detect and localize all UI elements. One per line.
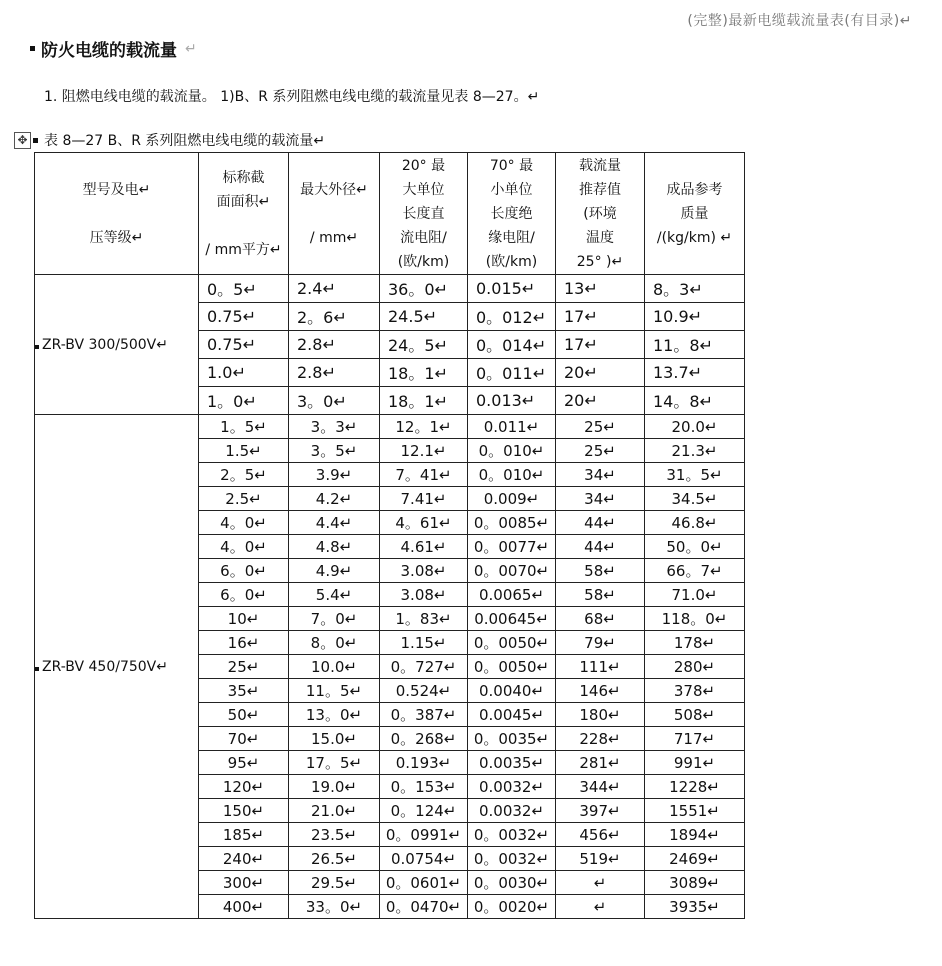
cell-outer-diameter: 2.8↵ bbox=[289, 331, 380, 359]
cell-insulation-resistance: 0。012↵ bbox=[468, 303, 556, 331]
heading-text: 防火电缆的载流量 bbox=[41, 41, 177, 61]
cell-current-capacity: 58↵ bbox=[556, 583, 645, 607]
table-row bbox=[35, 275, 745, 303]
cell-insulation-resistance: 0。0070↵ bbox=[468, 559, 556, 583]
cell-weight: 66。7↵ bbox=[645, 559, 745, 583]
cable-current-table bbox=[34, 152, 745, 919]
cell-outer-diameter: 11。5↵ bbox=[289, 679, 380, 703]
cell-insulation-resistance: 0。0050↵ bbox=[468, 655, 556, 679]
cell-outer-diameter: 29.5↵ bbox=[289, 871, 380, 895]
paragraph-return-icon: ↵ bbox=[185, 40, 197, 57]
cell-insulation-resistance: 0.0035↵ bbox=[468, 751, 556, 775]
cell-outer-diameter: 3。3↵ bbox=[289, 415, 380, 439]
header-dc-resistance: 20° 最 大单位 长度直 流电阻/ (欧/km) bbox=[380, 153, 468, 275]
header-cross-section: 标称截 面面积↵ / mm平方↵ bbox=[199, 153, 289, 275]
header-outer-diameter: 最大外径↵ / mm↵ bbox=[289, 153, 380, 275]
cell-outer-diameter: 8。0↵ bbox=[289, 631, 380, 655]
cell-current-capacity: 180↵ bbox=[556, 703, 645, 727]
cell-outer-diameter: 3。0↵ bbox=[289, 387, 380, 415]
cell-outer-diameter: 7。0↵ bbox=[289, 607, 380, 631]
cell-outer-diameter: 4.2↵ bbox=[289, 487, 380, 511]
cell-insulation-resistance: 0。0032↵ bbox=[468, 847, 556, 871]
cell-dc-resistance: 0.193↵ bbox=[380, 751, 468, 775]
page-header: (完整)最新电缆载流量表(有目录)↵ bbox=[687, 13, 912, 29]
cell-cross-section: 1.5↵ bbox=[199, 439, 289, 463]
cell-dc-resistance: 0。0991↵ bbox=[380, 823, 468, 847]
cell-cross-section: 400↵ bbox=[199, 895, 289, 919]
cell-insulation-resistance: 0。010↵ bbox=[468, 463, 556, 487]
cell-model bbox=[35, 415, 199, 919]
cell-insulation-resistance: 0.009↵ bbox=[468, 487, 556, 511]
cell-current-capacity: 17↵ bbox=[556, 331, 645, 359]
intro-paragraph: 1. 阻燃电线电缆的载流量。 1)B、R 系列阻燃电线电缆的载流量见表 8—27。↵ bbox=[44, 89, 540, 105]
cell-insulation-resistance: 0。014↵ bbox=[468, 331, 556, 359]
cell-weight: 991↵ bbox=[645, 751, 745, 775]
cell-cross-section: 35↵ bbox=[199, 679, 289, 703]
cell-weight: 3089↵ bbox=[645, 871, 745, 895]
cell-weight: 10.9↵ bbox=[645, 303, 745, 331]
cell-current-capacity: 20↵ bbox=[556, 387, 645, 415]
cell-cross-section: 6。0↵ bbox=[199, 559, 289, 583]
cell-insulation-resistance: 0.013↵ bbox=[468, 387, 556, 415]
table-row bbox=[35, 415, 745, 439]
bullet-icon bbox=[33, 138, 38, 143]
cell-cross-section: 300↵ bbox=[199, 871, 289, 895]
cell-dc-resistance: 7.41↵ bbox=[380, 487, 468, 511]
cell-current-capacity: 146↵ bbox=[556, 679, 645, 703]
cell-weight: 3935↵ bbox=[645, 895, 745, 919]
model-label: ZR-BV 450/750V↵ bbox=[42, 658, 168, 675]
cell-weight: 508↵ bbox=[645, 703, 745, 727]
cell-dc-resistance: 0.0754↵ bbox=[380, 847, 468, 871]
cell-outer-diameter: 4.4↵ bbox=[289, 511, 380, 535]
cell-weight: 2469↵ bbox=[645, 847, 745, 871]
cell-insulation-resistance: 0。0032↵ bbox=[468, 823, 556, 847]
cell-outer-diameter: 2。6↵ bbox=[289, 303, 380, 331]
cell-dc-resistance: 0。0601↵ bbox=[380, 871, 468, 895]
cell-outer-diameter: 17。5↵ bbox=[289, 751, 380, 775]
cell-cross-section: 0。5↵ bbox=[199, 275, 289, 303]
cell-outer-diameter: 4.9↵ bbox=[289, 559, 380, 583]
header-model: 型号及电↵ 压等级↵ bbox=[35, 153, 199, 275]
model-label: ZR-BV 300/500V↵ bbox=[42, 336, 168, 353]
cell-cross-section: 185↵ bbox=[199, 823, 289, 847]
cell-insulation-resistance: 0。010↵ bbox=[468, 439, 556, 463]
cell-weight: 178↵ bbox=[645, 631, 745, 655]
cell-model bbox=[35, 275, 199, 415]
cell-dc-resistance: 0。268↵ bbox=[380, 727, 468, 751]
cell-cross-section: 50↵ bbox=[199, 703, 289, 727]
cell-weight: 20.0↵ bbox=[645, 415, 745, 439]
cell-dc-resistance: 36。0↵ bbox=[380, 275, 468, 303]
cell-current-capacity: 44↵ bbox=[556, 511, 645, 535]
cell-current-capacity: 456↵ bbox=[556, 823, 645, 847]
cell-dc-resistance: 0。387↵ bbox=[380, 703, 468, 727]
cell-current-capacity: 25↵ bbox=[556, 415, 645, 439]
cell-insulation-resistance: 0.0065↵ bbox=[468, 583, 556, 607]
table-move-handle-icon[interactable]: ✥ bbox=[14, 132, 31, 149]
cell-cross-section: 16↵ bbox=[199, 631, 289, 655]
cell-weight: 71.0↵ bbox=[645, 583, 745, 607]
cell-outer-diameter: 19.0↵ bbox=[289, 775, 380, 799]
cell-dc-resistance: 0。0470↵ bbox=[380, 895, 468, 919]
cell-cross-section: 10↵ bbox=[199, 607, 289, 631]
cell-cross-section: 0.75↵ bbox=[199, 331, 289, 359]
cell-weight: 1228↵ bbox=[645, 775, 745, 799]
cell-current-capacity: 344↵ bbox=[556, 775, 645, 799]
section-heading bbox=[30, 36, 197, 61]
cell-dc-resistance: 18。1↵ bbox=[380, 359, 468, 387]
cell-outer-diameter: 23.5↵ bbox=[289, 823, 380, 847]
cell-cross-section: 1.0↵ bbox=[199, 359, 289, 387]
header-insulation-resistance: 70° 最 小单位 长度绝 缘电阻/ (欧/km) bbox=[468, 153, 556, 275]
cell-insulation-resistance: 0.011↵ bbox=[468, 415, 556, 439]
cell-cross-section: 1。0↵ bbox=[199, 387, 289, 415]
cell-current-capacity: 111↵ bbox=[556, 655, 645, 679]
cell-insulation-resistance: 0。0077↵ bbox=[468, 535, 556, 559]
cell-weight: 8。3↵ bbox=[645, 275, 745, 303]
cell-dc-resistance: 0。727↵ bbox=[380, 655, 468, 679]
cell-insulation-resistance: 0.015↵ bbox=[468, 275, 556, 303]
cell-dc-resistance: 1。83↵ bbox=[380, 607, 468, 631]
cell-insulation-resistance: 0。0085↵ bbox=[468, 511, 556, 535]
caption-text: 表 8—27 B、R 系列阻燃电线电缆的载流量↵ bbox=[44, 133, 326, 149]
cell-weight: 50。0↵ bbox=[645, 535, 745, 559]
header-current-capacity: 载流量 推荐值 (环境 温度 25° )↵ bbox=[556, 153, 645, 275]
cell-cross-section: 6。0↵ bbox=[199, 583, 289, 607]
cell-current-capacity: 25↵ bbox=[556, 439, 645, 463]
cell-dc-resistance: 1.15↵ bbox=[380, 631, 468, 655]
cell-weight: 1551↵ bbox=[645, 799, 745, 823]
cell-dc-resistance: 18。1↵ bbox=[380, 387, 468, 415]
cell-insulation-resistance: 0.00645↵ bbox=[468, 607, 556, 631]
cell-cross-section: 2。5↵ bbox=[199, 463, 289, 487]
cell-cross-section: 240↵ bbox=[199, 847, 289, 871]
cell-cross-section: 25↵ bbox=[199, 655, 289, 679]
cell-outer-diameter: 2.4↵ bbox=[289, 275, 380, 303]
cell-current-capacity: 281↵ bbox=[556, 751, 645, 775]
cell-current-capacity: 58↵ bbox=[556, 559, 645, 583]
cell-current-capacity: 519↵ bbox=[556, 847, 645, 871]
header-weight: 成品参考 质量 /(kg/km) ↵ bbox=[645, 153, 745, 275]
cell-outer-diameter: 13。0↵ bbox=[289, 703, 380, 727]
cell-outer-diameter: 15.0↵ bbox=[289, 727, 380, 751]
bullet-icon bbox=[35, 667, 39, 671]
cell-current-capacity: 17↵ bbox=[556, 303, 645, 331]
cell-outer-diameter: 33。0↵ bbox=[289, 895, 380, 919]
cell-outer-diameter: 4.8↵ bbox=[289, 535, 380, 559]
cell-current-capacity: 13↵ bbox=[556, 275, 645, 303]
bullet-icon bbox=[30, 46, 35, 51]
cell-weight: 11。8↵ bbox=[645, 331, 745, 359]
cell-dc-resistance: 3.08↵ bbox=[380, 583, 468, 607]
cell-insulation-resistance: 0。0050↵ bbox=[468, 631, 556, 655]
cell-weight: 14。8↵ bbox=[645, 387, 745, 415]
cell-outer-diameter: 10.0↵ bbox=[289, 655, 380, 679]
cell-insulation-resistance: 0.0032↵ bbox=[468, 775, 556, 799]
cell-current-capacity: 79↵ bbox=[556, 631, 645, 655]
cell-dc-resistance: 0。124↵ bbox=[380, 799, 468, 823]
cell-current-capacity: 34↵ bbox=[556, 463, 645, 487]
cell-weight: 378↵ bbox=[645, 679, 745, 703]
cell-cross-section: 120↵ bbox=[199, 775, 289, 799]
cell-outer-diameter: 5.4↵ bbox=[289, 583, 380, 607]
cell-insulation-resistance: 0。0035↵ bbox=[468, 727, 556, 751]
cell-cross-section: 0.75↵ bbox=[199, 303, 289, 331]
bullet-icon bbox=[35, 345, 39, 349]
cell-cross-section: 1。5↵ bbox=[199, 415, 289, 439]
cell-weight: 118。0↵ bbox=[645, 607, 745, 631]
cell-dc-resistance: 12。1↵ bbox=[380, 415, 468, 439]
cell-current-capacity: 44↵ bbox=[556, 535, 645, 559]
cell-dc-resistance: 0.524↵ bbox=[380, 679, 468, 703]
cell-outer-diameter: 3.9↵ bbox=[289, 463, 380, 487]
cell-weight: 34.5↵ bbox=[645, 487, 745, 511]
cell-insulation-resistance: 0.0040↵ bbox=[468, 679, 556, 703]
cell-current-capacity: 397↵ bbox=[556, 799, 645, 823]
table-caption bbox=[14, 130, 325, 150]
cell-outer-diameter: 2.8↵ bbox=[289, 359, 380, 387]
cell-cross-section: 4。0↵ bbox=[199, 535, 289, 559]
cell-cross-section: 150↵ bbox=[199, 799, 289, 823]
cell-outer-diameter: 26.5↵ bbox=[289, 847, 380, 871]
cell-insulation-resistance: 0.0045↵ bbox=[468, 703, 556, 727]
cell-dc-resistance: 24。5↵ bbox=[380, 331, 468, 359]
cell-dc-resistance: 0。153↵ bbox=[380, 775, 468, 799]
cell-weight: 46.8↵ bbox=[645, 511, 745, 535]
cell-outer-diameter: 3。5↵ bbox=[289, 439, 380, 463]
cell-cross-section: 2.5↵ bbox=[199, 487, 289, 511]
cell-insulation-resistance: 0。0030↵ bbox=[468, 871, 556, 895]
cell-weight: 31。5↵ bbox=[645, 463, 745, 487]
cell-current-capacity: ↵ bbox=[556, 895, 645, 919]
cell-weight: 13.7↵ bbox=[645, 359, 745, 387]
cell-cross-section: 4。0↵ bbox=[199, 511, 289, 535]
cell-dc-resistance: 3.08↵ bbox=[380, 559, 468, 583]
cell-insulation-resistance: 0。011↵ bbox=[468, 359, 556, 387]
cell-current-capacity: 20↵ bbox=[556, 359, 645, 387]
cell-current-capacity: 68↵ bbox=[556, 607, 645, 631]
cell-weight: 21.3↵ bbox=[645, 439, 745, 463]
cell-cross-section: 70↵ bbox=[199, 727, 289, 751]
cell-weight: 717↵ bbox=[645, 727, 745, 751]
cell-cross-section: 95↵ bbox=[199, 751, 289, 775]
cell-current-capacity: 228↵ bbox=[556, 727, 645, 751]
cell-dc-resistance: 4.61↵ bbox=[380, 535, 468, 559]
cell-current-capacity: ↵ bbox=[556, 871, 645, 895]
cell-outer-diameter: 21.0↵ bbox=[289, 799, 380, 823]
cell-insulation-resistance: 0。0020↵ bbox=[468, 895, 556, 919]
cell-weight: 280↵ bbox=[645, 655, 745, 679]
cell-dc-resistance: 12.1↵ bbox=[380, 439, 468, 463]
cell-dc-resistance: 7。41↵ bbox=[380, 463, 468, 487]
cell-insulation-resistance: 0.0032↵ bbox=[468, 799, 556, 823]
table-header-row bbox=[35, 153, 745, 275]
cell-current-capacity: 34↵ bbox=[556, 487, 645, 511]
cell-weight: 1894↵ bbox=[645, 823, 745, 847]
cell-dc-resistance: 24.5↵ bbox=[380, 303, 468, 331]
cell-dc-resistance: 4。61↵ bbox=[380, 511, 468, 535]
